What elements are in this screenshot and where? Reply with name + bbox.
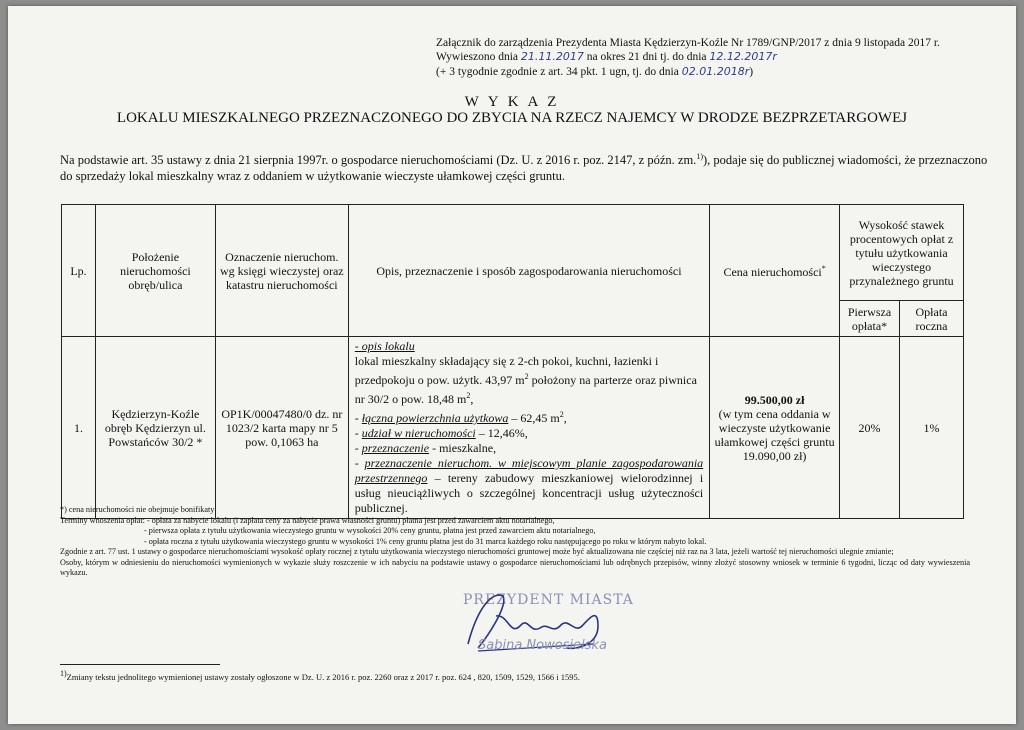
document-title: W Y K A Z [464, 94, 560, 110]
row-location [95, 337, 215, 519]
row-first-fee: 20% [840, 337, 900, 519]
footnotes [60, 505, 970, 579]
footnote-annual-fee: - opłata roczna z tytułu użytkowania wieczystego gruntu w wysokości 1% ceny gruntu płatna jest do 31 marca każdego roku następującego po roku w którym nabyto lokal. [144, 536, 707, 546]
period-label: na okres 21 dni tj. do dnia [586, 51, 707, 63]
row-description [348, 337, 709, 519]
sq-mark-3: 2 [559, 410, 564, 419]
footnote-art77: Zgodnie z art. 77 ust. 1 ustawy o gospodarce nieruchomościami wysokość opłaty rocznej z tytułu użytkowania wieczystego nieruchomości gruntowej może być aktualizowana nie częściej niż raz na 3 lata, jeżeli wartość tej nieruchomości ulegnie zmianie; [60, 547, 894, 556]
table-row [62, 337, 964, 519]
desc-share: - udział w nieruchomości – 12,46%, [354, 426, 528, 440]
header-rates: Wysokość stawek procentowych opłat z tytułu użytkowania wieczystego przynależnego gruntu [840, 205, 964, 301]
header-line-2 [436, 50, 777, 64]
row-location-text: Kędzierzyn-Koźle obręb Kędzierzyn ul. Powstańców 30/2 [104, 406, 206, 449]
intro-footnote-ref: 1) [696, 152, 703, 161]
signatory-name: Sabina Nowosielska [478, 638, 607, 653]
footnote-law-mark: 1) [60, 669, 67, 678]
header-price [710, 205, 840, 337]
price-main: 99.500,00 zł [744, 392, 805, 407]
header-price-label: Cena nieruchomości [723, 265, 822, 279]
header-designation: Oznaczenie nieruchom. wg księgi wieczystej oraz katastru nieruchomości [215, 205, 348, 337]
desc-total-area: - łączna powierzchnia użytkowa – 62,45 $m^2$, [354, 410, 567, 425]
desc-purpose: - przeznaczenie - mieszkalne, [354, 441, 497, 455]
footnote-law-changes [60, 669, 580, 682]
desc-body [355, 354, 703, 407]
posted-date-handwritten: 21.11.2017 [520, 50, 584, 63]
closing-paren: ) [749, 66, 754, 78]
price-sub: (w tym cena oddania w wieczyste użytkowanie ułamkowej części gruntu 19.090,00 zł) [714, 406, 835, 463]
total-area-value: – 62,45 m [508, 411, 560, 425]
desc-plan: - przeznaczenie nieruchom. w miejscowym planie zagospodarowania przestrzennego – tereny zabudowy mieszkaniowej wielorodzinnej i usług nieuciążliwych o szczególnej koncentracji usług użyteczności publicznej. [354, 456, 704, 515]
extension-label: (+ 3 tygodnie zgodnie z art. 34 pkt. 1 ugn, tj. do dnia [436, 66, 679, 78]
share-value: – 12,46%, [475, 426, 528, 440]
desc-body-a: lokal mieszkalny składający się z 2-ch pokoi, kuchni, łazienki i przedpokoju o pow. użytk. 43,97 m [354, 354, 659, 387]
plan-label: przeznaczenie nieruchom. w miejscowym planie zagospodarowania przestrzennego [354, 456, 704, 485]
purpose-label: przeznaczenie [361, 441, 430, 455]
row-lp: 1. [62, 337, 96, 519]
footnote-claims: Osoby, którym w odniesieniu do nieruchomości wymienionych w wykazie służy roszczenie w ich nabyciu na podstawie ustawy o gospodarce nieruchomościami lub odrębnych przepisów, winny złożyć stosowny wniosek w terminie 6 tygodni, licząc od daty wywieszenia wykazu. [60, 557, 970, 577]
footnote-price: *) cena nieruchomości nie obejmuje bonifikaty [60, 505, 215, 514]
intro-text-b: ), podaje się do publicznej wiadomości, że przeznaczono do sprzedaży lokal mieszkalny wraz z oddaniem w użytkowanie wieczyste ułamkowej części gruntu. [60, 153, 988, 184]
row-designation: OP1K/00047480/0 dz. nr 1023/2 karta mapy nr 5 pow. 0,1063 ha [215, 337, 348, 519]
mayor-stamp-title: PREZYDENT MIASTA [463, 592, 634, 608]
row-price [710, 337, 840, 519]
row-annual-fee: 1% [900, 337, 964, 519]
header-lp: Lp. [62, 205, 96, 337]
desc-body-c: , [470, 392, 474, 406]
property-table [61, 204, 964, 519]
total-area-label: łączna powierzchnia użytkowa [361, 411, 509, 425]
until-date-handwritten: 12.12.2017r [709, 50, 777, 63]
row-location-mark: * [196, 434, 203, 449]
posted-label: Wywieszono dnia [436, 51, 519, 63]
header-location: Położenie nieruchomości obręb/ulica [95, 205, 215, 337]
footnote-divider [60, 664, 220, 665]
sq-mark: 2 [524, 372, 529, 381]
header-price-mark: * [821, 264, 826, 273]
intro-paragraph [60, 149, 990, 184]
plan-value: – tereny zabudowy mieszkaniowej wielorodzinnej i usług nieuciążliwych o szczególnej koncentracji usług użyteczności publicznej. [354, 471, 704, 515]
footnote-first-fee: - pierwsza opłata z tytułu użytkowania wieczystego gruntu w wysokości 20% ceny gruntu, płatna jest przed zawarciem aktu notarialnego, [144, 526, 596, 535]
intro-text-a: Na podstawie art. 35 ustawy z dnia 21 sierpnia 1997r. o gospodarce nieruchomościami (Dz. U. z 2016 r. poz. 2147, z późn. zm. [60, 153, 697, 168]
sq-mark-2: 2 [466, 391, 471, 400]
share-label: udział w nieruchomości [361, 426, 476, 440]
total-area-end: , [563, 411, 567, 425]
header-line-3 [436, 65, 753, 79]
desc-label: - opis lokalu [354, 339, 415, 353]
header-description: Opis, przeznaczenie i sposób zagospodarowania nieruchomości [348, 205, 709, 337]
document-subtitle: LOKALU MIESZKALNEGO PRZEZNACZONEGO DO ZBYCIA NA RZECZ NAJEMCY W DRODZE BEZPRZETARGOWEJ [116, 110, 908, 126]
header-annual-fee: Opłata roczna [900, 301, 964, 337]
purpose-value: - mieszkalne, [429, 441, 497, 455]
desc-body-b: położony na parterze oraz piwnica nr 30/2 o pow. 18,48 m [354, 373, 697, 406]
footnote-terms: Terminy wnoszenia opłat: - opłata za nabycie lokalu (i zapłata ceny za nabycie prawa własności gruntu) płatna jest przed zawarciem aktu notarialnego, [60, 515, 555, 525]
extension-date-handwritten: 02.01.2018r [681, 65, 750, 78]
footnote-law-text: Zmiany tekstu jednolitego wymienionej ustawy zostały ogłoszone w Dz. U. z 2016 r. poz. 2260 oraz z 2017 r. poz. 624 , 820, 1509, 1529, 1566 i 1595. [66, 671, 580, 682]
header-first-fee: Pierwsza opłata* [840, 301, 900, 337]
header-line-1: Załącznik do zarządzenia Prezydenta Miasta Kędzierzyn-Koźle Nr 1789/GNP/2017 z dnia 9 listopada 2017 r. [436, 37, 940, 49]
document-page [8, 6, 1016, 724]
